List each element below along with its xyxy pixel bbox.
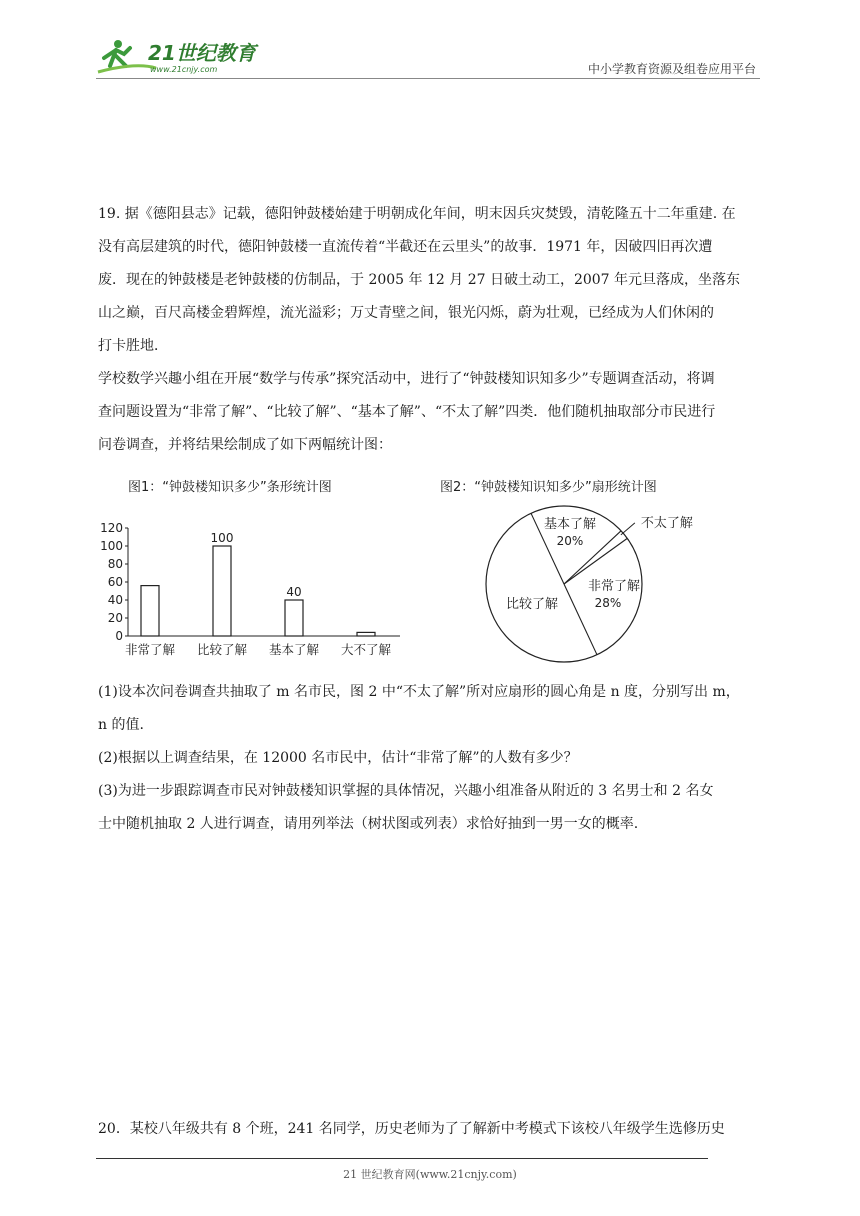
bar: [357, 632, 375, 636]
x-category-label: 比较了解: [196, 642, 248, 657]
q19-sub2: (2)根据以上调查结果，在 12000 名市民中，估计“非常了解”的人数有多少？: [98, 750, 578, 766]
q19-line: 废．现在的钟鼓楼是老钟鼓楼的仿制品，于 2005 年 12 月 27 日破土动工，2007 年元旦落成，坐落东: [98, 272, 741, 288]
q19-line: 问卷调查，并将结果绘制成了如下两幅统计图：: [98, 437, 392, 453]
x-category-label: 大不了解: [340, 642, 392, 657]
bar-chart-title: 图1：“钟鼓楼知识多少”条形统计图: [128, 480, 332, 495]
logo-url-text: www.21cnjy.com: [150, 65, 218, 74]
question-20-line: 20．某校八年级共有 8 个班，241 名同学，历史老师为了了解新中考模式下该校八年级学生选修历史: [98, 1121, 725, 1137]
y-tick-label: 100: [100, 539, 123, 553]
header-divider: [96, 78, 760, 79]
q19-line: 打卡胜地．: [98, 338, 168, 354]
slice-label: 不太了解: [640, 515, 693, 531]
pie-chart-title: 图2：“钟鼓楼知识知多少”扇形统计图: [440, 480, 657, 495]
x-category-label: 非常了解: [124, 642, 176, 657]
y-tick-label: 120: [100, 521, 123, 535]
bar-data-label: 40: [286, 585, 302, 599]
bar: [141, 586, 159, 636]
slice-percent: 20%: [556, 534, 584, 548]
q19-line: 学校数学兴趣小组在开展“数学与传承”探究活动中，进行了“钟鼓楼知识知多少”专题调查活动，将调: [98, 371, 715, 387]
site-logo: [96, 36, 266, 76]
bar: [213, 546, 231, 636]
slice-label: 非常了解: [587, 579, 641, 594]
slice-label: 基本了解: [543, 517, 597, 532]
slice-leader-line: [621, 523, 635, 535]
platform-tagline: 中小学教育资源及组卷应用平台: [587, 62, 756, 76]
x-category-label: 基本了解: [268, 642, 320, 657]
q19-sub1-line: n 的值.: [98, 717, 144, 733]
pie-chart: [484, 498, 704, 666]
q19-line: 19. 据《德阳县志》记载，德阳钟鼓楼始建于明朝成化年间，明末因兵灾焚毁，清乾隆五十二年重建. 在: [98, 206, 736, 222]
slice-percent: 28%: [594, 596, 622, 610]
y-tick-label: 0: [115, 629, 123, 643]
bar-chart: [100, 518, 410, 666]
q19-line: 山之巅，百尺高楼金碧辉煌，流光溢彩；万丈青壁之间，银光闪烁，蔚为壮观，已经成为人们休闲的: [98, 305, 714, 321]
footer-text: 21 世纪教育网(www.21cnjy.com): [343, 1168, 517, 1181]
y-tick-label: 80: [107, 557, 123, 571]
bar-data-label: 100: [210, 531, 234, 545]
y-tick-label: 20: [107, 611, 123, 625]
q19-sub1-line: (1)设本次问卷调查共抽取了 m 名市民，图 2 中“不太了解”所对应扇形的圆心角是 n 度，分别写出 m，: [98, 684, 740, 700]
logo-main-text: 21世纪教育: [148, 41, 256, 65]
q19-line: 没有高层建筑的时代，德阳钟鼓楼一直流传着“半截还在云里头”的故事．1971 年，因破四旧再次遭: [98, 239, 713, 255]
q19-sub3-line: (3)为进一步跟踪调查市民对钟鼓楼知识掌握的具体情况，兴趣小组准备从附近的 3 名男士和 2 名女: [98, 783, 714, 799]
q19-sub3-line: 士中随机抽取 2 人进行调查，请用列举法（树状图或列表）求恰好抽到一男一女的概率.: [98, 816, 639, 832]
slice-label: 比较了解: [505, 597, 559, 612]
q19-line: 查问题设置为“非常了解”、“比较了解”、“基本了解”、“不太了解”四类．他们随机抽取部分市民进行: [98, 404, 716, 420]
y-tick-label: 40: [107, 593, 123, 607]
y-tick-label: 60: [107, 575, 123, 589]
bar: [285, 600, 303, 636]
footer-divider: [96, 1158, 708, 1159]
